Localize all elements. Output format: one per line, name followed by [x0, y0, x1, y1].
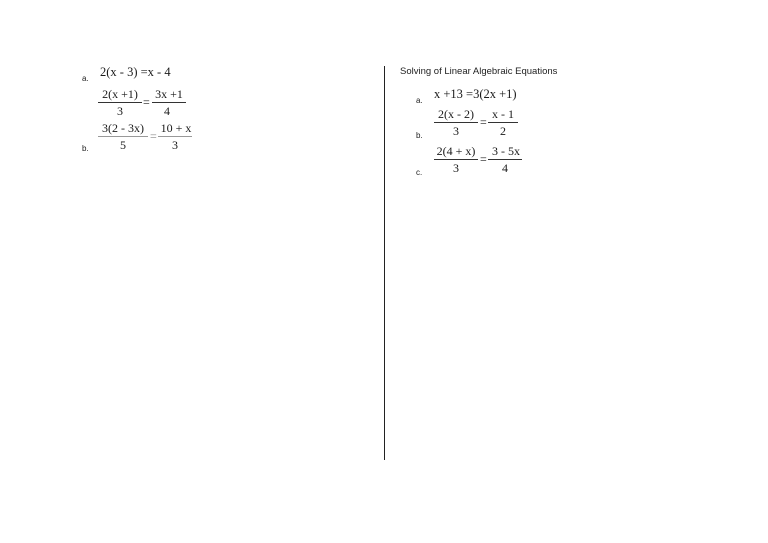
denominator-left-2: 5 [120, 138, 126, 152]
label-b-left: b. [82, 144, 89, 153]
denominator-left-1b: 4 [164, 104, 170, 118]
fraction-bar [152, 102, 186, 103]
numerator-right-c: 2(4 + x) [436, 144, 476, 158]
fraction-bar [434, 159, 478, 160]
denominator-right-c2: 4 [502, 161, 508, 175]
equals-sign: = [480, 115, 487, 129]
fraction-equation-left-2 [98, 122, 198, 156]
equals-sign: = [143, 95, 150, 109]
fraction-bar [434, 122, 478, 123]
fraction-bar [98, 102, 142, 103]
numerator-left-2b: 10 + x [160, 121, 192, 135]
numerator-right-c2: 3 - 5x [492, 144, 520, 158]
numerator-left-1: 2(x +1) [102, 87, 138, 101]
denominator-right-b: 3 [453, 124, 459, 138]
numerator-left-1b: 3x +1 [155, 87, 183, 101]
fraction-bar [488, 159, 522, 160]
fraction-bar [488, 122, 518, 123]
equals-sign: = [150, 129, 157, 143]
equation-left-a: 2(x - 3) =x - 4 [100, 65, 171, 79]
denominator-right-c: 3 [453, 161, 459, 175]
equation-right-a: x +13 =3(2x +1) [434, 87, 517, 101]
fraction-equation-right-c [434, 145, 528, 179]
numerator-left-2: 3(2 - 3x) [102, 121, 144, 135]
numerator-right-b: 2(x - 2) [438, 107, 474, 121]
fraction-equation-right-b [434, 108, 526, 142]
fraction-bar [98, 136, 148, 137]
fraction-bar [158, 136, 192, 137]
worksheet-title: Solving of Linear Algebraic Equations [400, 66, 558, 77]
label-a-right: a. [416, 96, 423, 105]
denominator-left-1: 3 [117, 104, 123, 118]
numerator-right-b2: x - 1 [492, 107, 514, 121]
label-a-left: a. [82, 74, 89, 83]
denominator-right-b2: 2 [500, 124, 506, 138]
column-divider [384, 66, 385, 460]
denominator-left-2b: 3 [172, 138, 178, 152]
label-b-right: b. [416, 131, 423, 140]
label-c-right: c. [416, 168, 423, 177]
equals-sign: = [480, 152, 487, 166]
fraction-equation-left-1 [98, 88, 190, 120]
